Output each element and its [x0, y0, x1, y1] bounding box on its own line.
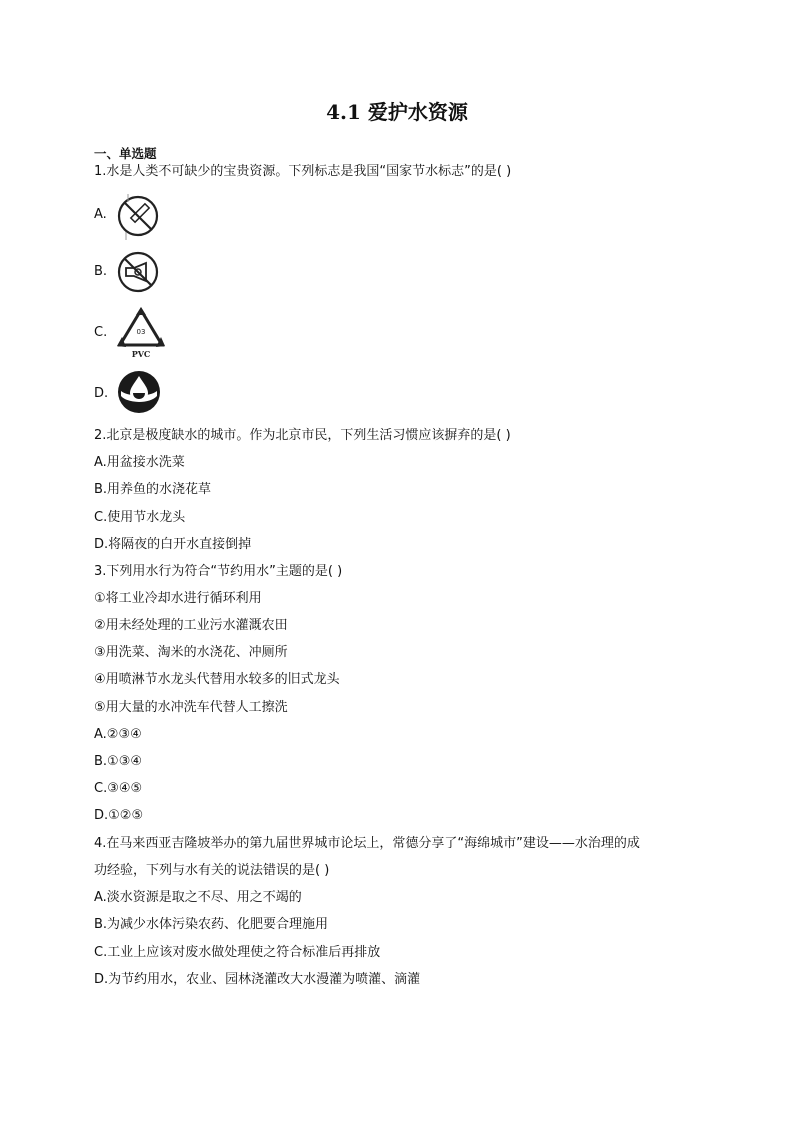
q3-item-4: ④用喷淋节水龙头代替用水较多的旧式龙头: [94, 672, 340, 687]
q1-option-c-label: C.: [94, 325, 108, 340]
q4-option-a: A.淡水资源是取之不尽、用之不竭的: [94, 890, 302, 905]
q3-item-3: ③用洗菜、淘米的水浇花、冲厕所: [94, 645, 288, 660]
q3-option-c: C.③④⑤: [94, 781, 143, 796]
q4-option-c: C.工业上应该对废水做处理使之符合标准后再排放: [94, 945, 381, 960]
question-2-stem: 2.北京是极度缺水的城市。作为北京市民，下列生活习惯应该摒弃的是( ): [94, 428, 511, 443]
no-smoking-icon: [116, 194, 162, 240]
q1-option-d-label: D.: [94, 386, 109, 401]
recycle-pvc-icon: [116, 307, 166, 361]
q2-option-c: C.使用节水龙头: [94, 510, 186, 525]
no-horn-icon: [116, 251, 162, 295]
recycle-material: PVC: [131, 349, 151, 359]
recycle-code: 03: [136, 328, 146, 336]
q2-option-d: D.将隔夜的白开水直接倒掉: [94, 537, 252, 552]
q4-option-d: D.为节约用水，农业、园林浇灌改大水漫灌为喷灌、滴灌: [94, 972, 421, 987]
q3-item-1: ①将工业冷却水进行循环利用: [94, 591, 262, 606]
section-heading: 一、单选题: [94, 146, 157, 161]
q4-option-b: B.为减少水体污染农药、化肥要合理施用: [94, 917, 329, 932]
q2-option-b: B.用养鱼的水浇花草: [94, 482, 212, 497]
question-3-stem: 3.下列用水行为符合“节约用水”主题的是( ): [94, 564, 343, 579]
water-saving-icon: [116, 369, 162, 415]
question-4-stem-line-2: 功经验，下列与水有关的说法错误的是( ): [94, 863, 330, 878]
q3-item-2: ②用未经处理的工业污水灌溉农田: [94, 618, 288, 633]
q3-option-a: A.②③④: [94, 727, 142, 742]
question-4-stem-line-1: 4.在马来西亚吉隆坡举办的第九届世界城市论坛上，常德分享了“海绵城市”建设——水治理的成: [94, 836, 640, 851]
q2-option-a: A.用盆接水洗菜: [94, 455, 185, 470]
q3-option-b: B.①③④: [94, 754, 143, 769]
question-1-stem: 1.水是人类不可缺少的宝贵资源。下列标志是我国“国家节水标志”的是( ): [94, 164, 512, 179]
q3-item-5: ⑤用大量的水冲洗车代替人工擦洗: [94, 700, 288, 715]
q1-option-a-label: A.: [94, 207, 107, 222]
q3-option-d: D.①②⑤: [94, 808, 144, 823]
page-title: 4.1 爱护水资源: [326, 100, 468, 124]
q1-option-b-label: B.: [94, 264, 108, 279]
